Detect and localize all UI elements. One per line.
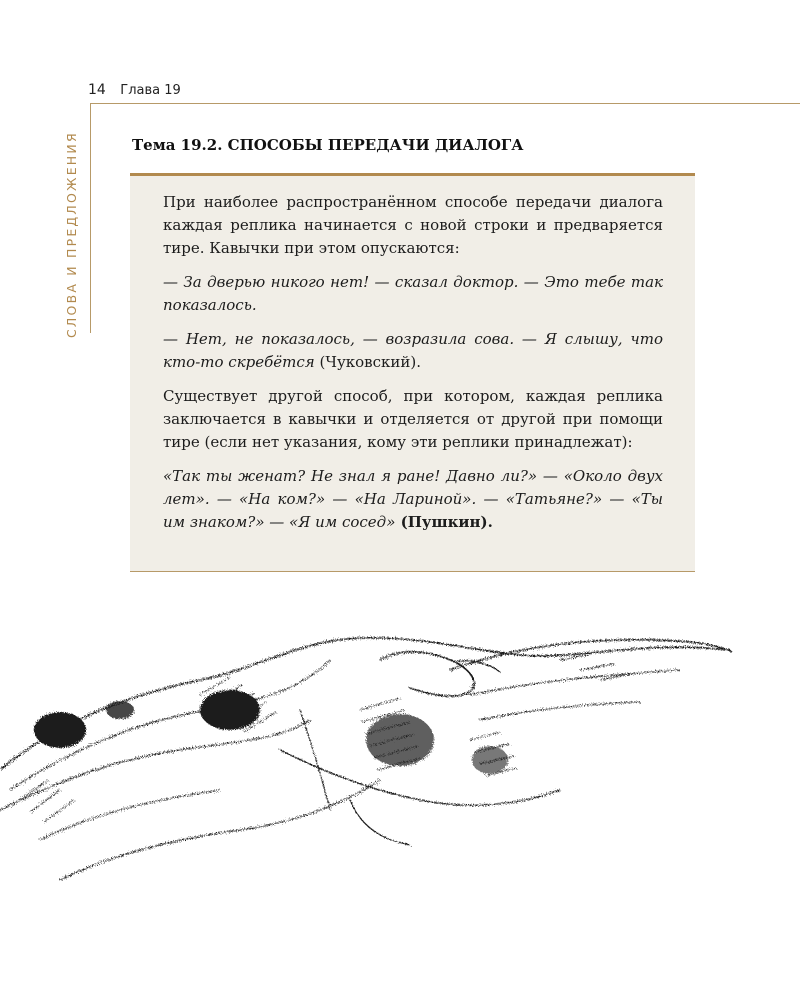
side-rule [90,103,91,333]
example-2-source: (Чуковский). [314,353,422,371]
topic-title: Тема 19.2. СПОСОБЫ ПЕРЕДАЧИ ДИАЛОГА [132,136,524,154]
rule-paragraph-1: При наиболее распространённом способе передачи диалога каждая реплика начинается с новой строки и предваряется тире. Кавычки при этом опускаются: [163,193,663,257]
rule-paragraph-2: Существует другой способ, при котором, каждая реплика заключается в кавычки и отделяется от другой при помощи тире (если нет указания, кому эти реплики принадлежат): [163,387,663,451]
sketch-birds-icon [0,600,800,900]
page-number: 14 [88,82,106,98]
rule-box [130,173,695,572]
chapter-label: Глава 19 [120,83,181,98]
section-side-label: СЛОВА И ПРЕДЛОЖЕНИЯ [64,131,79,338]
example-3-text: «Так ты женат? Не знал я ране! Давно ли?» — «Около двух лет». — «На ком?» — «На Лариной». — «Татьяне?» — «Ты им знаком?» — «Я им сосед» [163,467,663,531]
example-2 [163,328,663,374]
header-rule [90,103,800,104]
example-3-source: (Пушкин). [395,513,493,531]
page-header [88,82,181,98]
example-3 [163,465,663,534]
example-1: — За дверью никого нет! — сказал доктор. — Это тебе так показалось. [163,273,663,314]
example-2-text: — Нет, не показалось, — возразила сова. — Я слышу, что кто-то скребётся [163,330,663,371]
